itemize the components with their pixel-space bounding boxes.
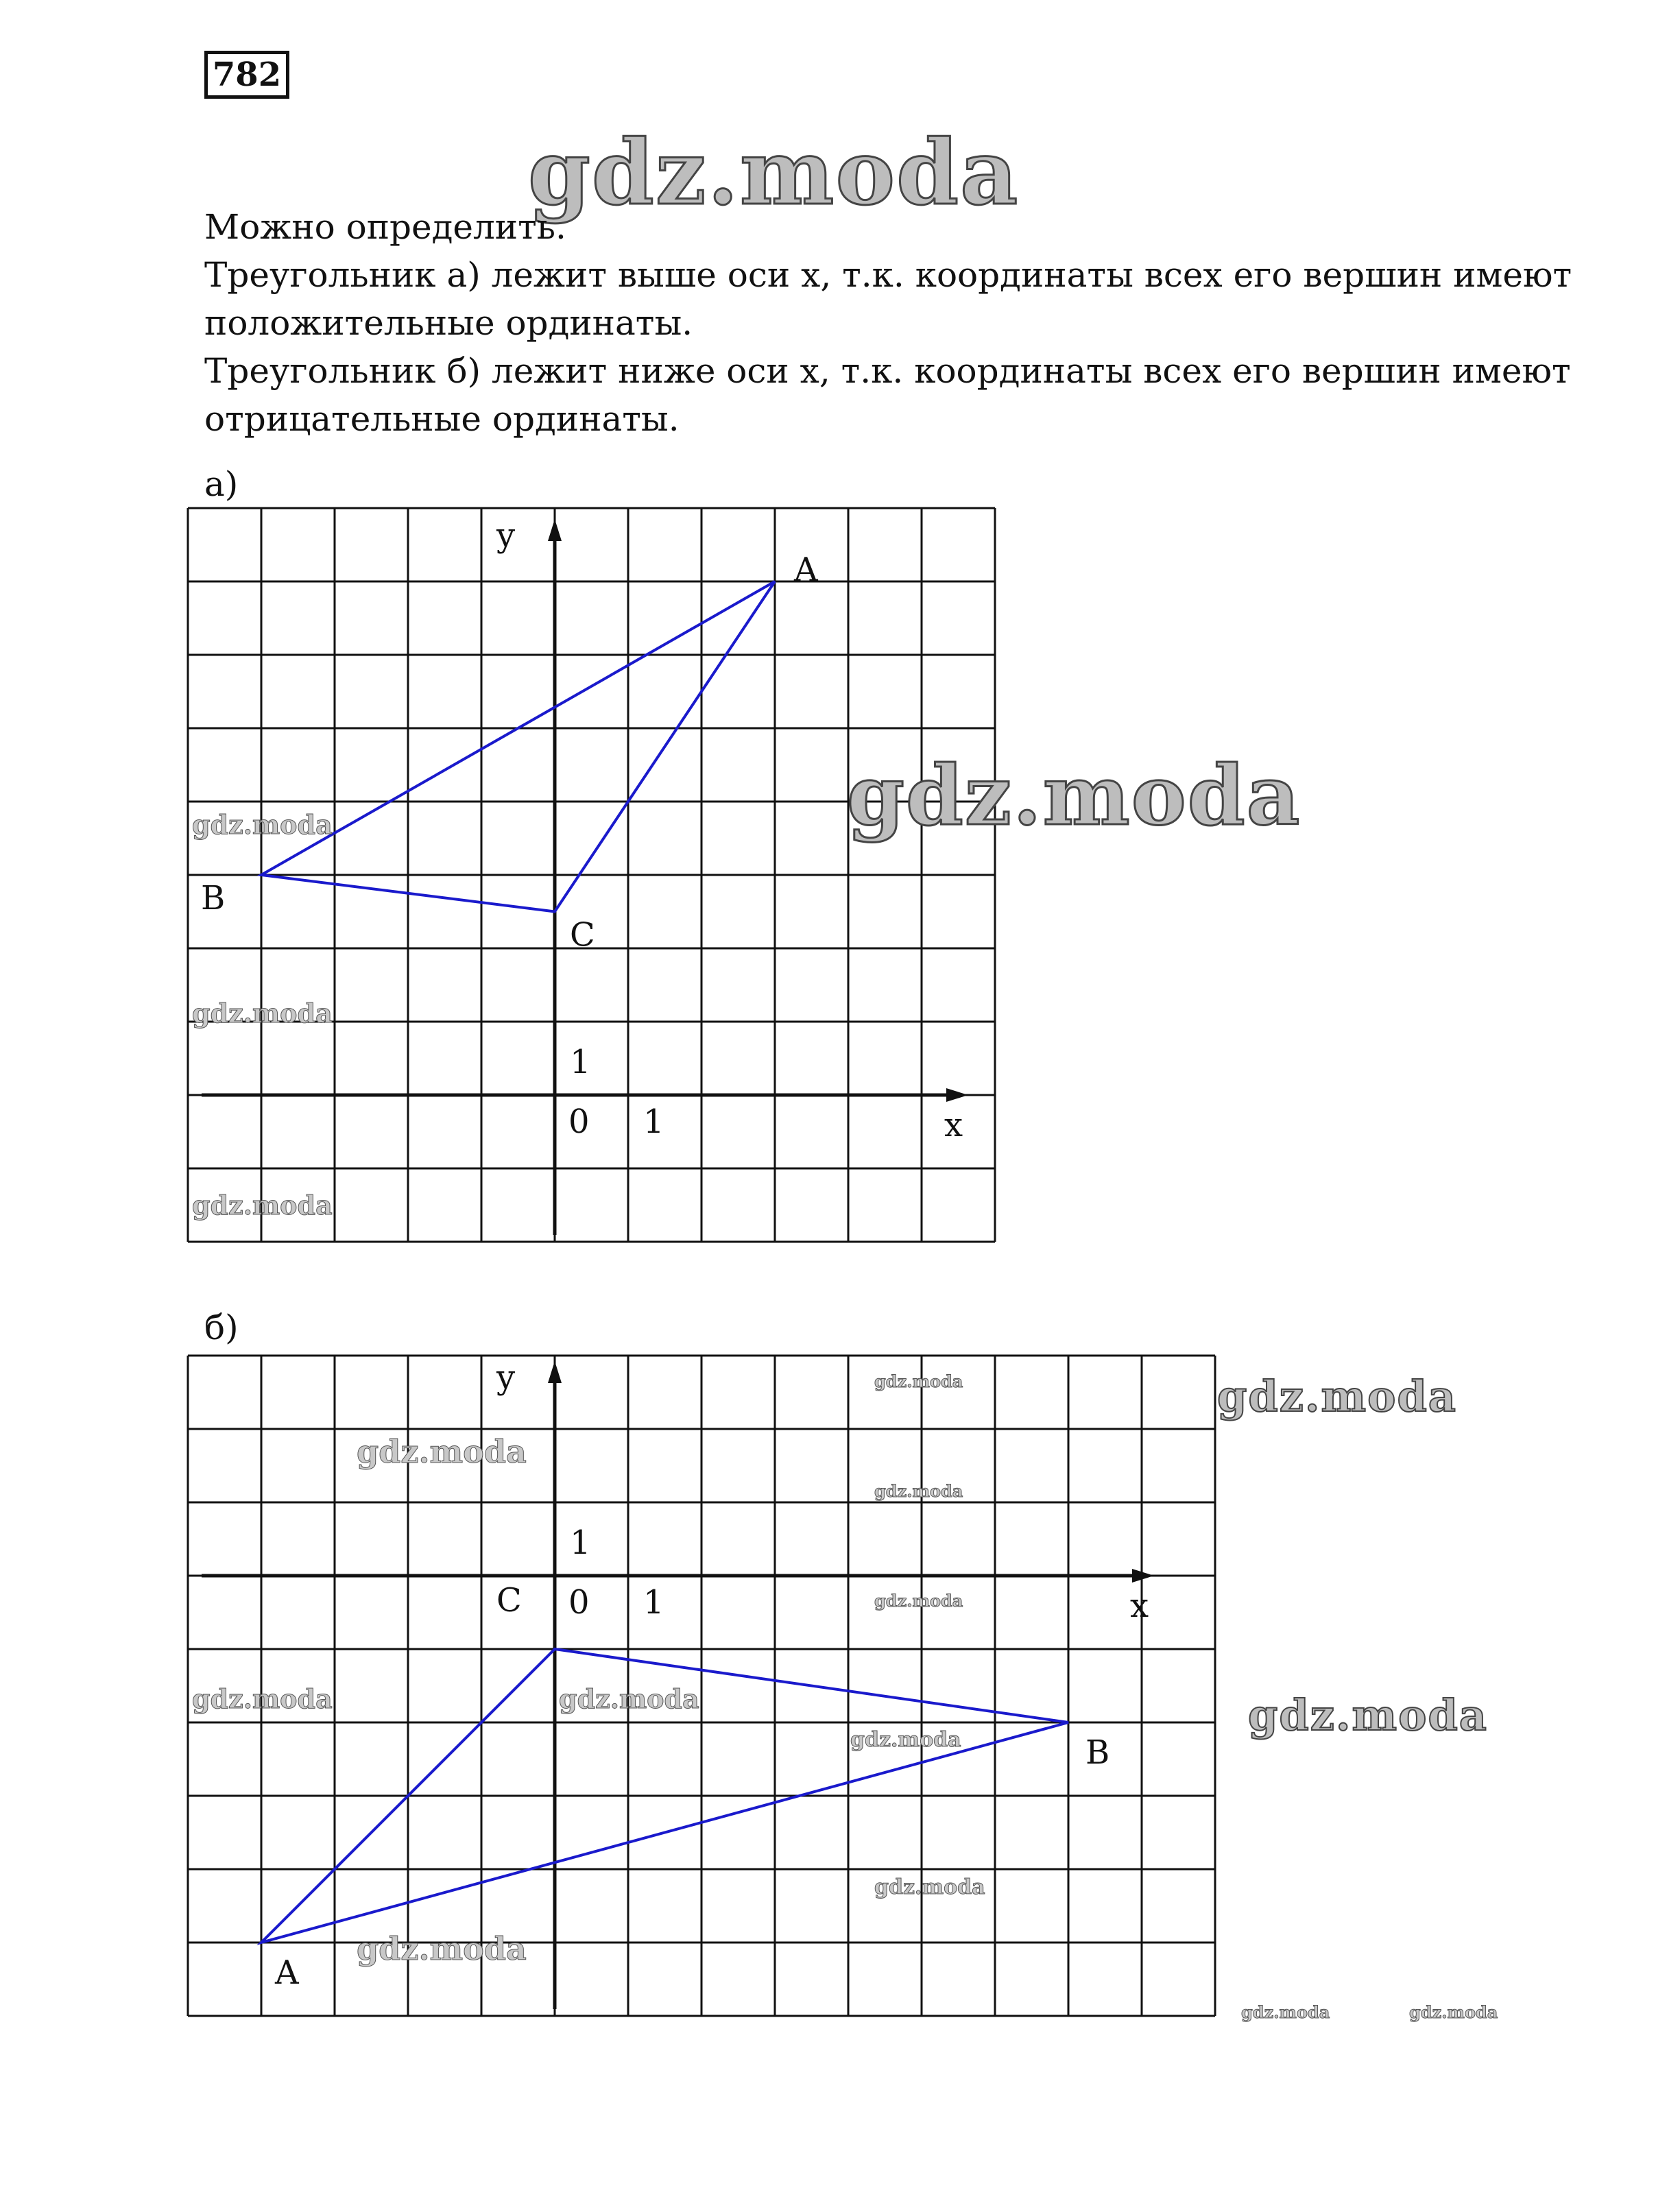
text-line-3: положительные ординаты.	[204, 303, 693, 343]
watermark-b-7: gdz.moda	[874, 1481, 963, 1501]
y-axis-label: y	[496, 1358, 516, 1397]
watermark-b-9: gdz.moda	[874, 1875, 985, 1899]
y-axis-label: y	[496, 516, 516, 555]
x-axis-label: x	[944, 1106, 963, 1144]
watermark-b-3: gdz.moda	[559, 1683, 699, 1714]
unit-x-label: 1	[643, 1583, 664, 1622]
watermark-b-8: gdz.moda	[874, 1591, 963, 1611]
graph-a-label: а)	[204, 464, 239, 504]
watermark-b-6: gdz.moda	[874, 1371, 963, 1391]
watermark-a-3: gdz.moda	[192, 1190, 333, 1221]
watermark-b-5: gdz.moda	[357, 1930, 527, 1967]
vertex-label-c: C	[570, 915, 595, 954]
text-line-4: Треугольник б) лежит ниже оси x, т.к. координаты всех его вершин имеют	[204, 351, 1571, 391]
watermark-b-10: gdz.moda	[1241, 2002, 1330, 2022]
text-line-5: отрицательные ординаты.	[204, 399, 680, 439]
watermark-b-1: gdz.moda	[357, 1433, 527, 1470]
text-line-2: Треугольник а) лежит выше оси x, т.к. координаты всех его вершин имеют	[204, 255, 1572, 295]
watermark-a-1: gdz.moda	[192, 809, 333, 840]
watermark-b-right-1: gdz.moda	[1217, 1371, 1457, 1421]
unit-y-label: 1	[570, 1524, 591, 1562]
vertex-label-b: B	[201, 879, 226, 917]
text-line-1: Можно определить.	[204, 207, 566, 247]
watermark-b-2: gdz.moda	[192, 1683, 333, 1714]
origin-label: 0	[568, 1583, 590, 1622]
watermark-b-right-2: gdz.moda	[1248, 1690, 1488, 1740]
vertex-label-a: A	[275, 1953, 299, 1992]
graph-b-label: б)	[204, 1308, 239, 1347]
watermark-top: gdz.moda	[528, 120, 1020, 225]
watermark-b-11: gdz.moda	[1409, 2002, 1498, 2022]
watermark-b-4: gdz.moda	[850, 1728, 961, 1752]
vertex-label-a: A	[794, 551, 818, 589]
y-axis-arrow	[548, 1361, 562, 1383]
problem-number: 782	[204, 51, 289, 99]
origin-label: 0	[568, 1103, 590, 1141]
unit-y-label: 1	[570, 1043, 591, 1081]
x-axis-label: x	[1130, 1587, 1149, 1625]
vertex-label-c: C	[496, 1581, 522, 1620]
x-axis-arrow	[1132, 1569, 1154, 1583]
watermark-graph-a: gdz.moda	[847, 747, 1301, 844]
watermark-a-2: gdz.moda	[192, 998, 333, 1029]
unit-x-label: 1	[643, 1103, 664, 1141]
vertex-label-b: B	[1085, 1733, 1110, 1772]
